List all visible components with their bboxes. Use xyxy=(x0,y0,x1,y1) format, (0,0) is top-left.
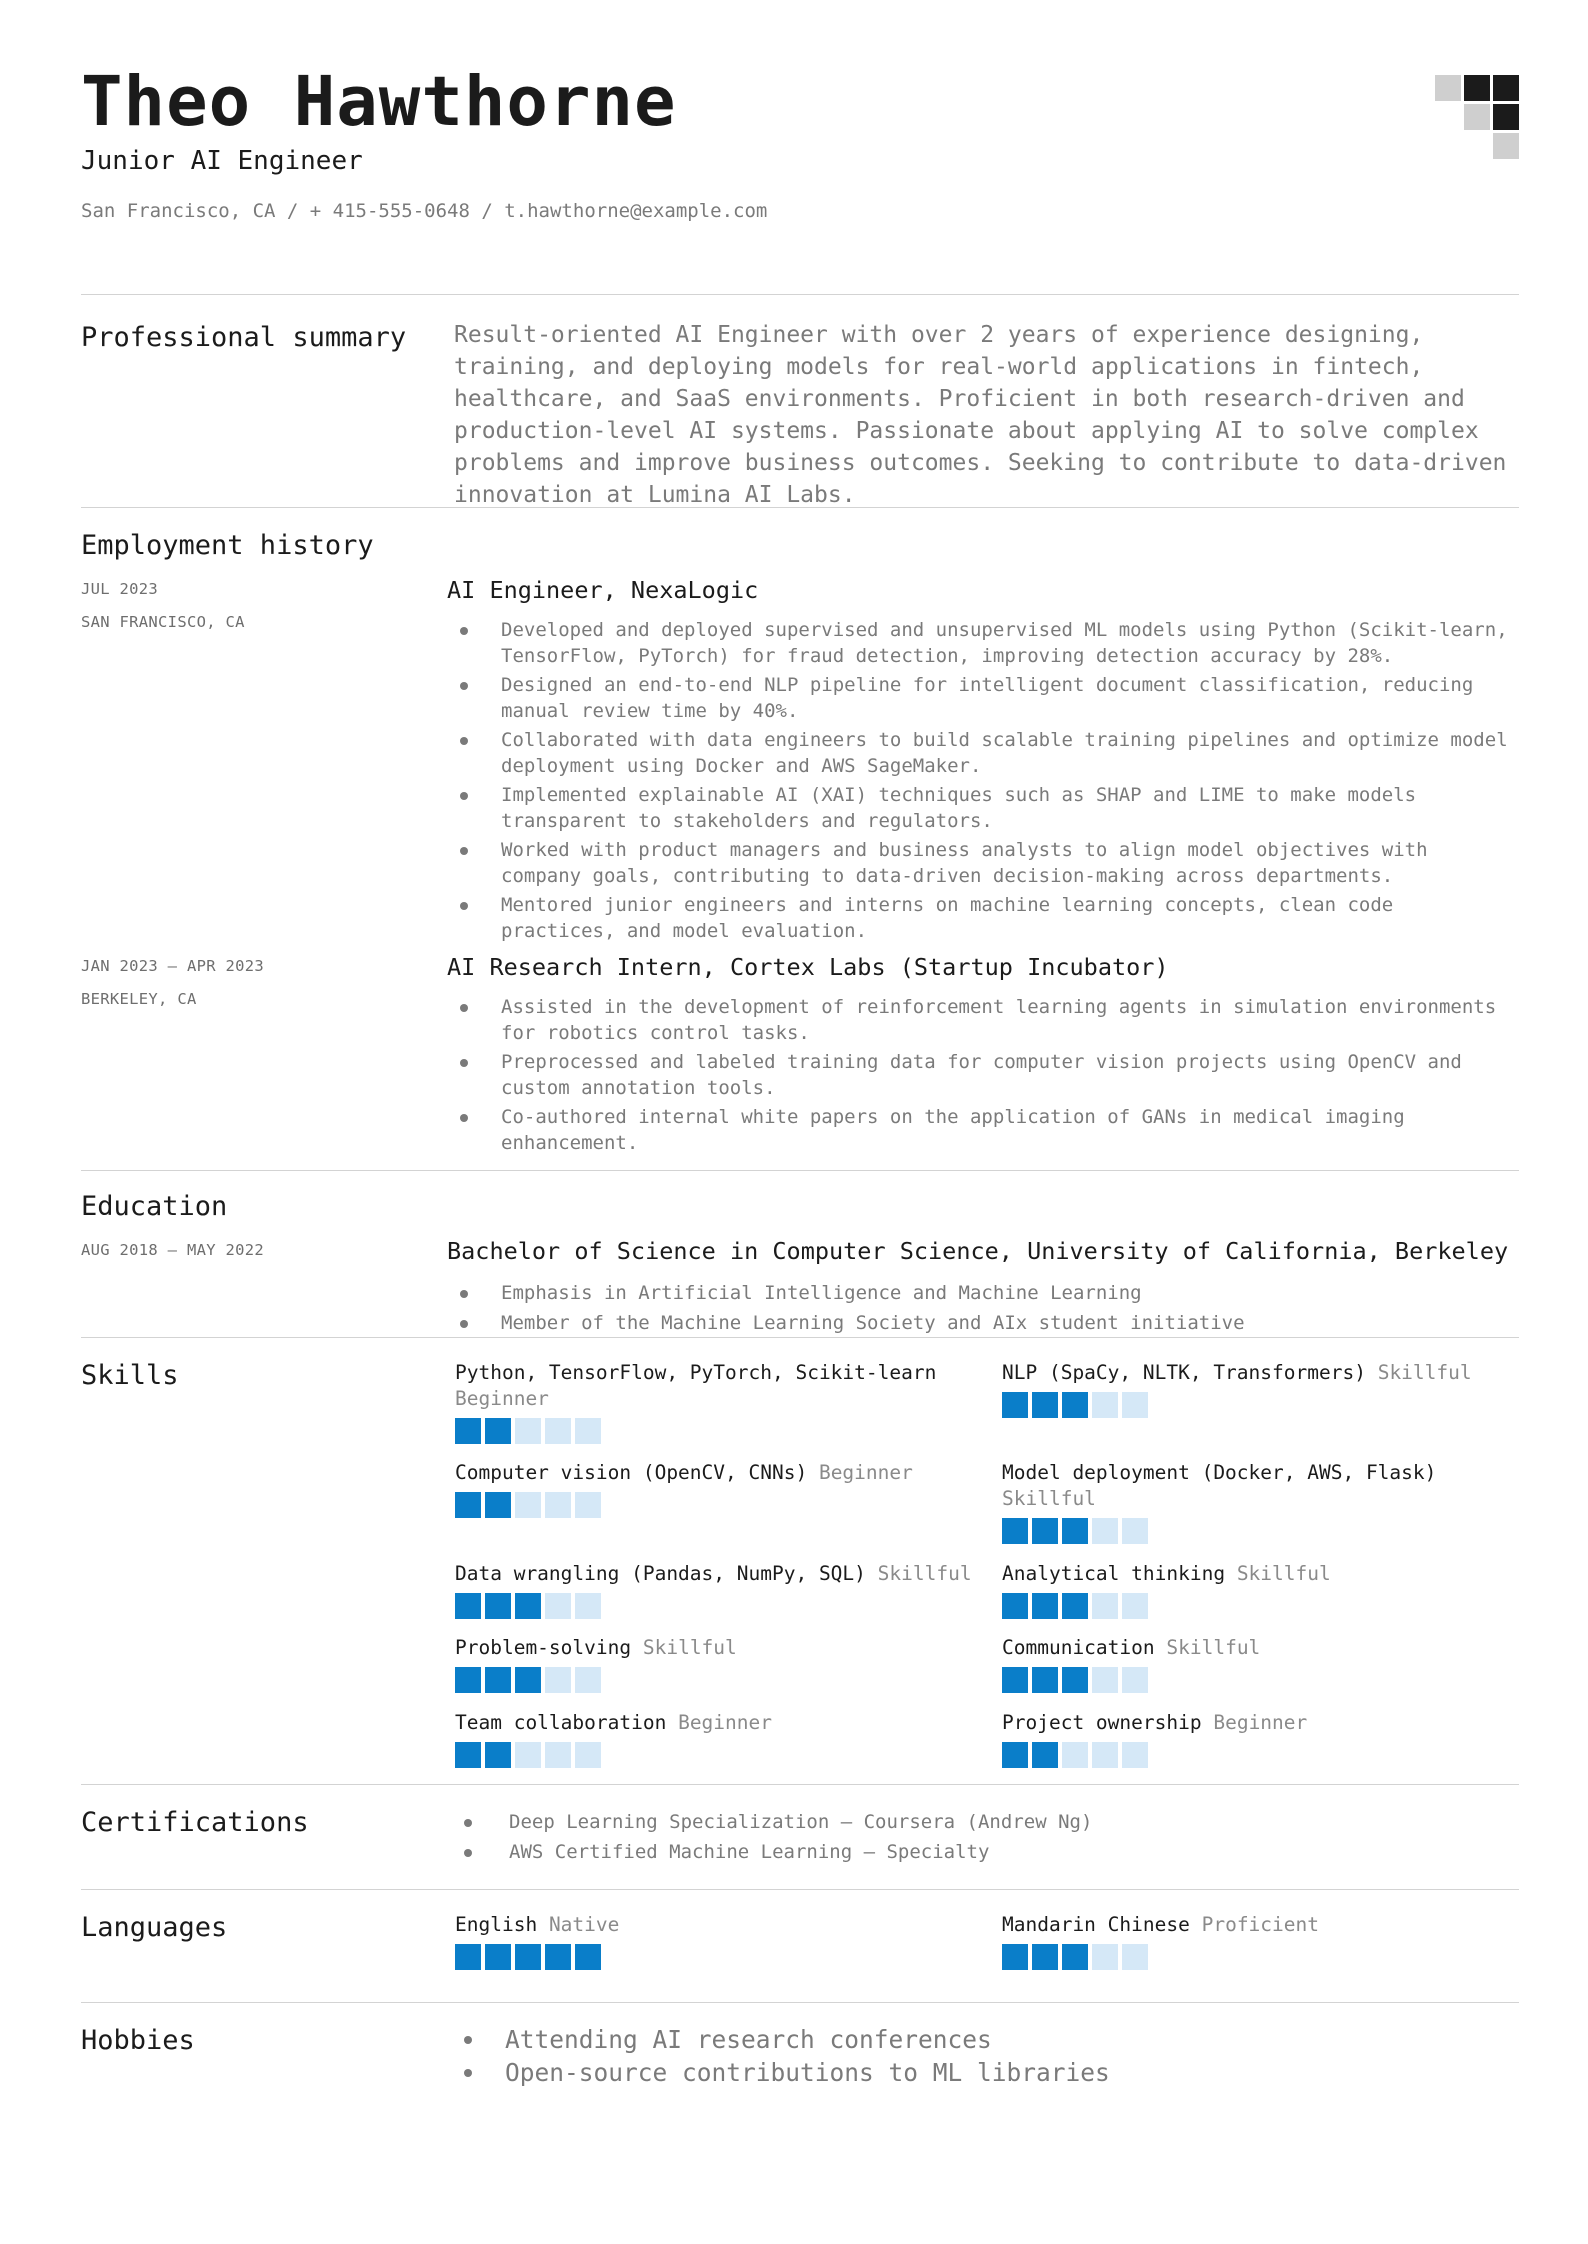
rating-square-filled xyxy=(1062,1667,1088,1693)
rating-square-filled xyxy=(455,1944,481,1970)
rating-square-empty xyxy=(1062,1742,1088,1768)
list-item: Co-authored internal white papers on the application of GANs in medical imaging enhancement. xyxy=(447,1104,1519,1156)
rating-square-filled xyxy=(575,1944,601,1970)
rating-square-empty xyxy=(1092,1944,1118,1970)
hobbies-section xyxy=(81,2003,1519,2089)
rating-square-filled xyxy=(1032,1667,1058,1693)
rating-square-empty xyxy=(1122,1518,1148,1544)
rating-square-empty xyxy=(575,1742,601,1768)
job-bullets xyxy=(447,617,1519,944)
rating-square-filled xyxy=(455,1593,481,1619)
rating-square-filled xyxy=(1062,1518,1088,1544)
skill-label xyxy=(1002,1360,1519,1386)
hobbies-body xyxy=(451,2025,1519,2089)
rating-square-filled xyxy=(1062,1944,1088,1970)
rating-square-empty xyxy=(515,1418,541,1444)
rating-square-filled xyxy=(485,1593,511,1619)
skills-grid xyxy=(451,1360,1519,1784)
languages-grid xyxy=(451,1912,1519,2002)
skill-rating-bar xyxy=(455,1593,1002,1619)
skill-name: Problem-solving xyxy=(455,1636,632,1660)
skills-section xyxy=(81,1338,1519,1784)
rating-square-filled xyxy=(1002,1944,1028,1970)
job-title: AI Engineer, NexaLogic xyxy=(447,576,759,604)
summary-text: Result-oriented AI Engineer with over 2 years of experience designing, training, and deploying models for real-world applications in fintech, healthcare, and SaaS environments. Proficient in both research-driven and production-level AI systems. Passionate about applying AI to solve complex problems and improve business outcomes. Seeking to contribute to data-driven innovation at Lumina AI Labs. xyxy=(454,322,1507,508)
skill-label xyxy=(1002,1710,1519,1736)
list-item: Worked with product managers and business analysts to align model objectives with company goals, contributing to data-driven decision-making across departments. xyxy=(447,837,1519,889)
languages-section xyxy=(81,1890,1519,2002)
skill-name: Data wrangling (Pandas, NumPy, SQL) xyxy=(455,1561,866,1585)
rating-square-filled xyxy=(515,1667,541,1693)
skill-label xyxy=(455,1460,1002,1486)
section-title: Education xyxy=(81,1191,228,1222)
rating-square-filled xyxy=(455,1492,481,1518)
skill-label xyxy=(1002,1460,1519,1512)
skill-item xyxy=(455,1460,1002,1546)
rating-square-filled xyxy=(485,1742,511,1768)
job-body xyxy=(447,573,1519,944)
skill-item xyxy=(455,1710,1002,1770)
skill-level: Beginner xyxy=(678,1710,772,1734)
skill-name: Communication xyxy=(1002,1636,1155,1660)
employment-section xyxy=(81,508,1519,1156)
skill-name: Project ownership xyxy=(1002,1710,1202,1734)
job-bullets xyxy=(447,994,1519,1156)
rating-square-empty xyxy=(545,1667,571,1693)
job-date: JUL 2023 xyxy=(81,580,159,598)
education-body xyxy=(447,1234,1519,1336)
list-item: Assisted in the development of reinforcement learning agents in simulation environments for robotics control tasks. xyxy=(447,994,1519,1046)
skill-label xyxy=(455,1710,1002,1736)
skill-name: Python, TensorFlow, PyTorch, Scikit-learn xyxy=(455,1361,937,1384)
job-meta xyxy=(81,573,447,944)
rating-square-filled xyxy=(1002,1667,1028,1693)
list-item: Emphasis in Artificial Intelligence and Machine Learning xyxy=(447,1280,1519,1306)
language-name: Mandarin Chinese xyxy=(1002,1913,1190,1936)
job-entry xyxy=(81,573,1519,944)
skill-name: Model deployment (Docker, AWS, Flask) xyxy=(1002,1461,1437,1485)
skill-item xyxy=(1002,1710,1519,1770)
section-title: Professional summary xyxy=(81,322,407,353)
skill-level: Beginner xyxy=(818,1461,913,1485)
summary-section xyxy=(81,295,1519,507)
section-title: Languages xyxy=(81,1912,228,1943)
skill-level: Beginner xyxy=(455,1387,549,1410)
rating-square-empty xyxy=(575,1418,601,1444)
rating-square-filled xyxy=(1002,1392,1028,1418)
skill-level: Skillful xyxy=(1236,1561,1331,1585)
skill-name: NLP (SpaCy, NLTK, Transformers) xyxy=(1002,1361,1366,1384)
list-item: Designed an end-to-end NLP pipeline for intelligent document classification, reducing manual review time by 40%. xyxy=(447,672,1519,724)
list-item: Attending AI research conferences xyxy=(451,2023,1519,2056)
language-level: Proficient xyxy=(1201,1913,1319,1936)
skill-name: Computer vision (OpenCV, CNNs) xyxy=(455,1461,808,1485)
skill-rating-bar xyxy=(1002,1742,1519,1768)
list-item: Developed and deployed supervised and unsupervised ML models using Python (Scikit-learn, TensorFlow, PyTorch) for fraud detection, improving detection accuracy by 28%. xyxy=(447,617,1519,669)
skill-item xyxy=(1002,1561,1519,1621)
education-date: AUG 2018 — MAY 2022 xyxy=(81,1241,265,1259)
rating-square-empty xyxy=(545,1593,571,1619)
candidate-title: Junior AI Engineer xyxy=(81,146,363,176)
rating-square-filled xyxy=(1062,1392,1088,1418)
language-rating-bar xyxy=(1002,1944,1519,1970)
list-item: Collaborated with data engineers to build scalable training pipelines and optimize model deployment using Docker and AWS SageMaker. xyxy=(447,727,1519,779)
rating-square-filled xyxy=(1062,1593,1088,1619)
rating-square-filled xyxy=(515,1944,541,1970)
list-item: AWS Certified Machine Learning — Specialty xyxy=(451,1839,1519,1865)
rating-square-filled xyxy=(1032,1742,1058,1768)
skill-rating-bar xyxy=(1002,1518,1519,1544)
rating-square-filled xyxy=(1032,1593,1058,1619)
skill-item xyxy=(455,1635,1002,1695)
skill-rating-bar xyxy=(455,1667,1002,1693)
contact-info: San Francisco, CA / + 415-555-0648 / t.hawthorne@example.com xyxy=(81,200,768,222)
skill-rating-bar xyxy=(455,1492,1002,1518)
certifications-section xyxy=(81,1785,1519,1889)
skill-level: Skillful xyxy=(642,1636,737,1660)
section-title: Certifications xyxy=(81,1807,309,1838)
resume-page xyxy=(81,60,1519,2089)
rating-square-empty xyxy=(545,1418,571,1444)
rating-square-empty xyxy=(1122,1593,1148,1619)
language-level: Native xyxy=(548,1913,620,1936)
section-title: Employment history xyxy=(81,530,374,561)
rating-square-empty xyxy=(1122,1392,1148,1418)
resume-header xyxy=(81,60,1519,238)
education-entry xyxy=(81,1234,1519,1336)
list-item: Preprocessed and labeled training data for computer vision projects using OpenCV and custom annotation tools. xyxy=(447,1049,1519,1101)
skill-item xyxy=(455,1561,1002,1621)
rating-square-filled xyxy=(545,1944,571,1970)
skill-name: Analytical thinking xyxy=(1002,1561,1226,1585)
job-date: JAN 2023 — APR 2023 xyxy=(81,957,265,975)
rating-square-empty xyxy=(1092,1518,1118,1544)
skill-label xyxy=(455,1360,1002,1412)
language-label xyxy=(455,1912,1002,1938)
rating-square-filled xyxy=(485,1667,511,1693)
language-label xyxy=(1002,1912,1519,1938)
rating-square-empty xyxy=(1092,1667,1118,1693)
rating-square-empty xyxy=(545,1492,571,1518)
rating-square-empty xyxy=(1122,1667,1148,1693)
rating-square-filled xyxy=(485,1944,511,1970)
job-location: BERKELEY, CA xyxy=(81,990,197,1008)
job-location: SAN FRANCISCO, CA xyxy=(81,613,245,631)
skill-rating-bar xyxy=(455,1418,1002,1444)
skill-label xyxy=(455,1635,1002,1661)
skill-item xyxy=(455,1360,1002,1446)
pixel-grid-logo-icon xyxy=(1435,75,1519,159)
certifications-list xyxy=(451,1809,1519,1865)
rating-square-empty xyxy=(575,1667,601,1693)
list-item: Mentored junior engineers and interns on machine learning concepts, clean code practices, and model evaluation. xyxy=(447,892,1519,944)
language-item xyxy=(455,1912,1002,2002)
rating-square-empty xyxy=(545,1742,571,1768)
rating-square-filled xyxy=(1002,1593,1028,1619)
skill-rating-bar xyxy=(1002,1392,1519,1418)
section-title: Skills xyxy=(81,1360,179,1391)
rating-square-empty xyxy=(1122,1944,1148,1970)
rating-square-empty xyxy=(515,1492,541,1518)
list-item: Implemented explainable AI (XAI) techniques such as SHAP and LIME to make models transparent to stakeholders and regulators. xyxy=(447,782,1519,834)
skill-level: Beginner xyxy=(1213,1710,1308,1734)
section-title: Hobbies xyxy=(81,2025,195,2056)
rating-square-filled xyxy=(455,1667,481,1693)
skill-item xyxy=(1002,1360,1519,1446)
skill-level: Skillful xyxy=(1377,1361,1472,1384)
rating-square-empty xyxy=(1092,1742,1118,1768)
skill-item xyxy=(1002,1635,1519,1695)
rating-square-filled xyxy=(485,1418,511,1444)
degree-title: Bachelor of Science in Computer Science, University of California, Berkeley xyxy=(447,1237,1509,1265)
skill-label xyxy=(455,1561,1002,1587)
job-title: AI Research Intern, Cortex Labs (Startup Incubator) xyxy=(447,953,1169,981)
job-body xyxy=(447,950,1519,1156)
skill-item xyxy=(1002,1460,1519,1546)
education-section xyxy=(81,1171,1519,1337)
rating-square-filled xyxy=(1032,1944,1058,1970)
rating-square-empty xyxy=(575,1492,601,1518)
list-item: Member of the Machine Learning Society and AIx student initiative xyxy=(447,1310,1519,1336)
education-meta xyxy=(81,1234,447,1336)
skill-level: Skillful xyxy=(1166,1636,1261,1660)
candidate-name: Theo Hawthorne xyxy=(81,62,677,142)
language-name: English xyxy=(455,1913,538,1936)
list-item: Open-source contributions to ML libraries xyxy=(451,2056,1519,2089)
skill-rating-bar xyxy=(455,1742,1002,1768)
job-meta xyxy=(81,950,447,1156)
hobbies-list xyxy=(451,2023,1519,2089)
rating-square-filled xyxy=(1002,1742,1028,1768)
rating-square-filled xyxy=(455,1418,481,1444)
language-rating-bar xyxy=(455,1944,1002,1970)
rating-square-empty xyxy=(1092,1392,1118,1418)
education-bullets xyxy=(447,1280,1519,1336)
rating-square-empty xyxy=(1092,1593,1118,1619)
skill-label xyxy=(1002,1635,1519,1661)
skill-rating-bar xyxy=(1002,1667,1519,1693)
skill-rating-bar xyxy=(1002,1593,1519,1619)
rating-square-empty xyxy=(575,1593,601,1619)
job-entry xyxy=(81,950,1519,1156)
rating-square-empty xyxy=(515,1742,541,1768)
skill-name: Team collaboration xyxy=(455,1710,667,1734)
certifications-body xyxy=(451,1807,1519,1889)
skill-label xyxy=(1002,1561,1519,1587)
list-item: Deep Learning Specialization — Coursera (Andrew Ng) xyxy=(451,1809,1519,1835)
language-item xyxy=(1002,1912,1519,2002)
skill-level: Skillful xyxy=(1002,1487,1096,1511)
skill-level: Skillful xyxy=(877,1561,972,1585)
rating-square-filled xyxy=(515,1593,541,1619)
rating-square-filled xyxy=(1032,1518,1058,1544)
rating-square-filled xyxy=(455,1742,481,1768)
rating-square-filled xyxy=(1002,1518,1028,1544)
rating-square-filled xyxy=(485,1492,511,1518)
rating-square-empty xyxy=(1122,1742,1148,1768)
rating-square-filled xyxy=(1032,1392,1058,1418)
